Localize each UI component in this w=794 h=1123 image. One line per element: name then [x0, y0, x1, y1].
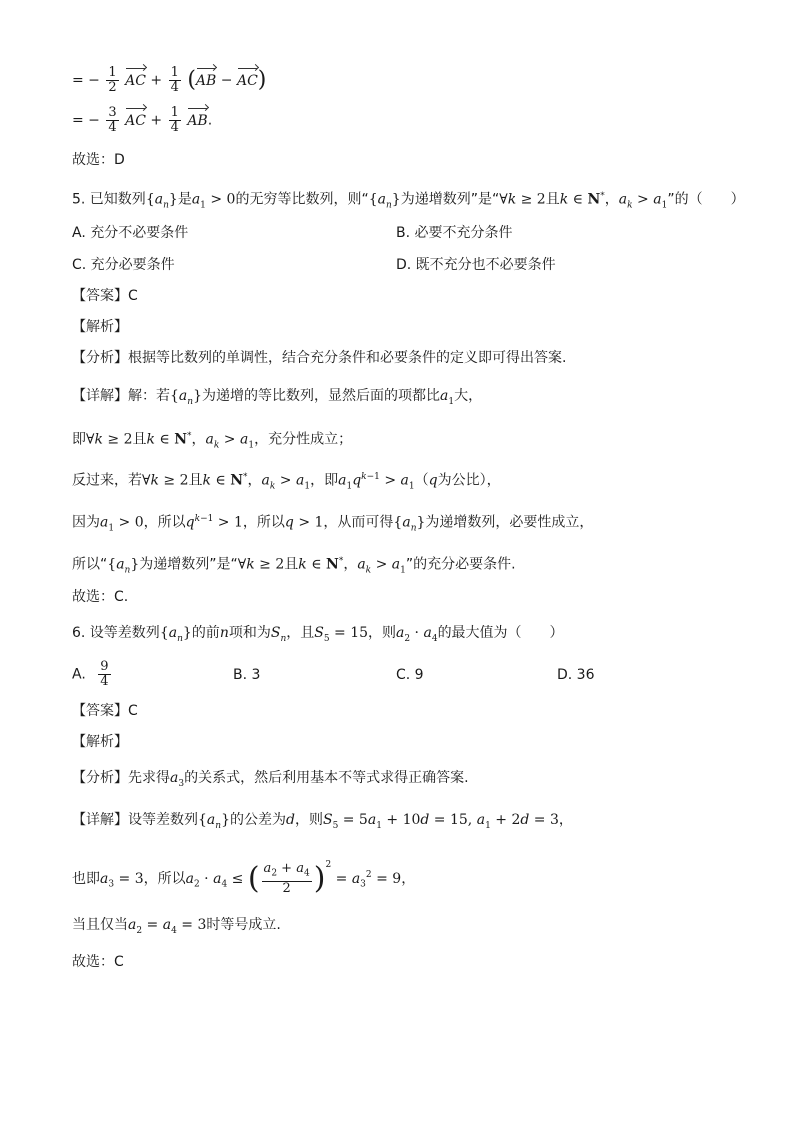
- q5-detail-4: 因为$a_1 > 0$，所以$q^{k-1} > 1$，所以q > 1，从而可得$\{a_n\}$为递增数列，必要性成立，: [72, 514, 594, 534]
- q6-option-d[interactable]: D. 36: [557, 667, 595, 683]
- derivation-row-2: [72, 106, 212, 135]
- eq-prefix: = −: [72, 72, 100, 89]
- detail-text: ，所以: [242, 514, 285, 531]
- fenxi-text: 根据等比数列的单调性，结合充分条件和必要条件的定义即可得出答案.: [128, 350, 567, 366]
- stem-text: 5. 已知数列: [72, 191, 146, 208]
- eq-prefix: = −: [72, 112, 100, 129]
- q6-stem: 6. 设等差数列$\{a_n\}$的前n项和为$S_n$，且$S_5 = 15$，则$a_2 \cdot a_4$的最大值为（ ）: [72, 625, 564, 644]
- stem-text: 是: [177, 191, 192, 208]
- fraction: $\frac{1}{4}$: [170, 65, 179, 95]
- detail-text: ，: [191, 431, 206, 448]
- detail-text: 为递增数列”是“: [139, 556, 238, 573]
- stem-text: 6. 设等差数列: [72, 625, 160, 641]
- paren-open: (: [187, 67, 196, 93]
- derivation-row-1: [72, 66, 266, 95]
- q5-stem: 5. 已知数列$\{a_n\}$是$a_1 > 0$的无穷等比数列，则“$\{a_n\}$为递增数列”是“∀k ≥ 2且k ∈ N*，$a_k > a_1$”的（ ）: [72, 191, 745, 211]
- detail-text: 所以“: [72, 556, 108, 573]
- detail-text: 大，: [454, 388, 483, 404]
- q5-detail-1: 【详解】解：若$\{a_n\}$为递增的等比数列，显然后面的项都比$a_1$大，: [72, 388, 483, 407]
- detail-text: 且: [188, 472, 203, 489]
- q6-detail-1: 【详解】设等差数列$\{a_n\}$的公差为d，则$S_5 = 5a_1 + 10d = 15$, $a_1 + 2d = 3$，: [72, 812, 573, 831]
- vector-ac: AC: [125, 112, 146, 129]
- detail-text: ，从而可得: [323, 514, 394, 531]
- detail-text: 即: [72, 431, 86, 448]
- fraction: $\frac{a_2 + a_4}{2}$: [263, 861, 310, 896]
- detail-text: 当且仅当: [72, 917, 128, 933]
- detail-text: 且: [284, 556, 299, 573]
- fenxi-text: 的关系式，然后利用基本不等式求得正确答案.: [184, 770, 469, 786]
- fraction: $\frac{3}{4}$: [108, 105, 117, 135]
- period: .: [207, 112, 213, 129]
- detail-text: 时等号成立.: [206, 917, 281, 933]
- answer-value: C: [128, 288, 138, 304]
- q5-fenxi: [72, 348, 566, 368]
- detail-text: ，即: [310, 472, 339, 489]
- fraction: $\frac{1}{2}$: [108, 65, 117, 95]
- paren-close: ): [257, 67, 267, 93]
- plus-sign: +: [150, 112, 163, 129]
- detail-text: ，: [343, 556, 358, 573]
- detail-text: ”的充分必要条件.: [405, 556, 516, 573]
- vector-ab: AB: [195, 72, 217, 89]
- detail-text: ，充分性成立；: [254, 431, 353, 448]
- detail-text: 反过来，若: [72, 472, 142, 489]
- answer-label: 【答案】: [72, 703, 128, 719]
- stem-text: ”的（ ）: [667, 191, 745, 208]
- detail-text: ，: [558, 812, 573, 828]
- stem-text: 项和为: [228, 625, 271, 641]
- detail-text: ，: [401, 870, 416, 887]
- q6-choice: 故选：C: [72, 954, 124, 970]
- q5-detail-5: 所以“$\{a_n\}$为递增数列”是“∀k ≥ 2且k ∈ N*，$a_k > a_1$”的充分必要条件.: [72, 556, 516, 576]
- xiangjie-label: 【详解】: [72, 812, 128, 828]
- q6-analysis-label: 【解析】: [72, 734, 128, 750]
- q5-option-d[interactable]: D. 既不充分也不必要条件: [396, 257, 556, 273]
- q6-option-b[interactable]: B. 3: [233, 667, 261, 683]
- fraction: $\frac{9}{4}$: [100, 659, 109, 689]
- fenxi-label: 【分析】: [72, 770, 128, 786]
- vector-ab: AB: [187, 112, 208, 129]
- detail-text: 也即: [72, 870, 100, 887]
- answer-label: 【答案】: [72, 288, 128, 304]
- detail-text: ，所以: [143, 870, 186, 887]
- detail-text: 因为: [72, 514, 100, 531]
- detail-text: ，所以: [143, 514, 186, 531]
- detail-text: 为公比），: [437, 472, 501, 489]
- q6-option-a[interactable]: [72, 660, 113, 689]
- q5-analysis-label: 【解析】: [72, 319, 128, 335]
- q6-detail-2: 也即$a_3 = 3$，所以$a_2 \cdot a_4$ ≤ ( $\frac{a_2 + a_4}{2}$ )$^2 = a_3^2 = 9$，: [72, 860, 416, 896]
- q6-fenxi: 【分析】先求得$a_3$的关系式，然后利用基本不等式求得正确答案.: [72, 770, 469, 789]
- q6-detail-3: 当且仅当$a_2 = a_4 = 3$时等号成立.: [72, 917, 281, 936]
- q6-option-c[interactable]: C. 9: [396, 667, 424, 683]
- plus-sign: +: [150, 72, 163, 89]
- choice-d: 故选：D: [72, 152, 125, 168]
- q6-answer: [72, 701, 138, 721]
- detail-text: 解：若: [128, 388, 170, 404]
- detail-text: ，则: [294, 812, 323, 828]
- stem-text: 为递增数列”是“: [400, 191, 500, 208]
- detail-text: 为递增数列，必要性成立，: [425, 514, 594, 531]
- minus-sign: −: [220, 72, 233, 89]
- detail-text: ，: [247, 472, 262, 489]
- q5-option-a[interactable]: A. 充分不必要条件: [72, 225, 189, 241]
- stem-text: 的无穷等比数列，则“: [235, 191, 369, 208]
- stem-text: 且: [545, 191, 560, 208]
- xiangjie-label: 【详解】: [72, 388, 128, 404]
- q5-detail-3: 反过来，若∀k ≥ 2且k ∈ N*，$a_k > a_1$，即$a_1q^{k-1} > a_1(q$为公比），: [72, 472, 501, 492]
- vector-ac: AC: [125, 72, 146, 89]
- stem-text: 的前: [191, 625, 220, 641]
- answer-value: C: [128, 703, 138, 719]
- vector-ac: AC: [236, 72, 258, 89]
- stem-text: ，且: [286, 625, 315, 641]
- fraction: $\frac{1}{4}$: [170, 105, 179, 135]
- detail-text: 为递增的等比数列，显然后面的项都比: [202, 388, 440, 404]
- q5-option-b[interactable]: B. 必要不充分条件: [396, 225, 513, 241]
- q5-option-c[interactable]: C. 充分必要条件: [72, 257, 175, 273]
- fenxi-label: 【分析】: [72, 350, 128, 366]
- detail-text: （: [414, 472, 429, 489]
- detail-text: 设等差数列: [128, 812, 198, 828]
- detail-text: 的公差为: [230, 812, 286, 828]
- option-label: A.: [72, 666, 86, 683]
- q5-detail-2: 即∀k ≥ 2且k ∈ N*，$a_k > a_1$，充分性成立；: [72, 431, 353, 451]
- q5-choice: 故选：C.: [72, 589, 129, 605]
- stem-text: ，则: [368, 625, 397, 641]
- fenxi-text: 先求得: [128, 770, 170, 786]
- detail-text: 且: [132, 431, 147, 448]
- q5-answer: [72, 286, 138, 306]
- stem-text: ，: [604, 191, 619, 208]
- stem-text: 的最大值为（ ）: [437, 625, 564, 641]
